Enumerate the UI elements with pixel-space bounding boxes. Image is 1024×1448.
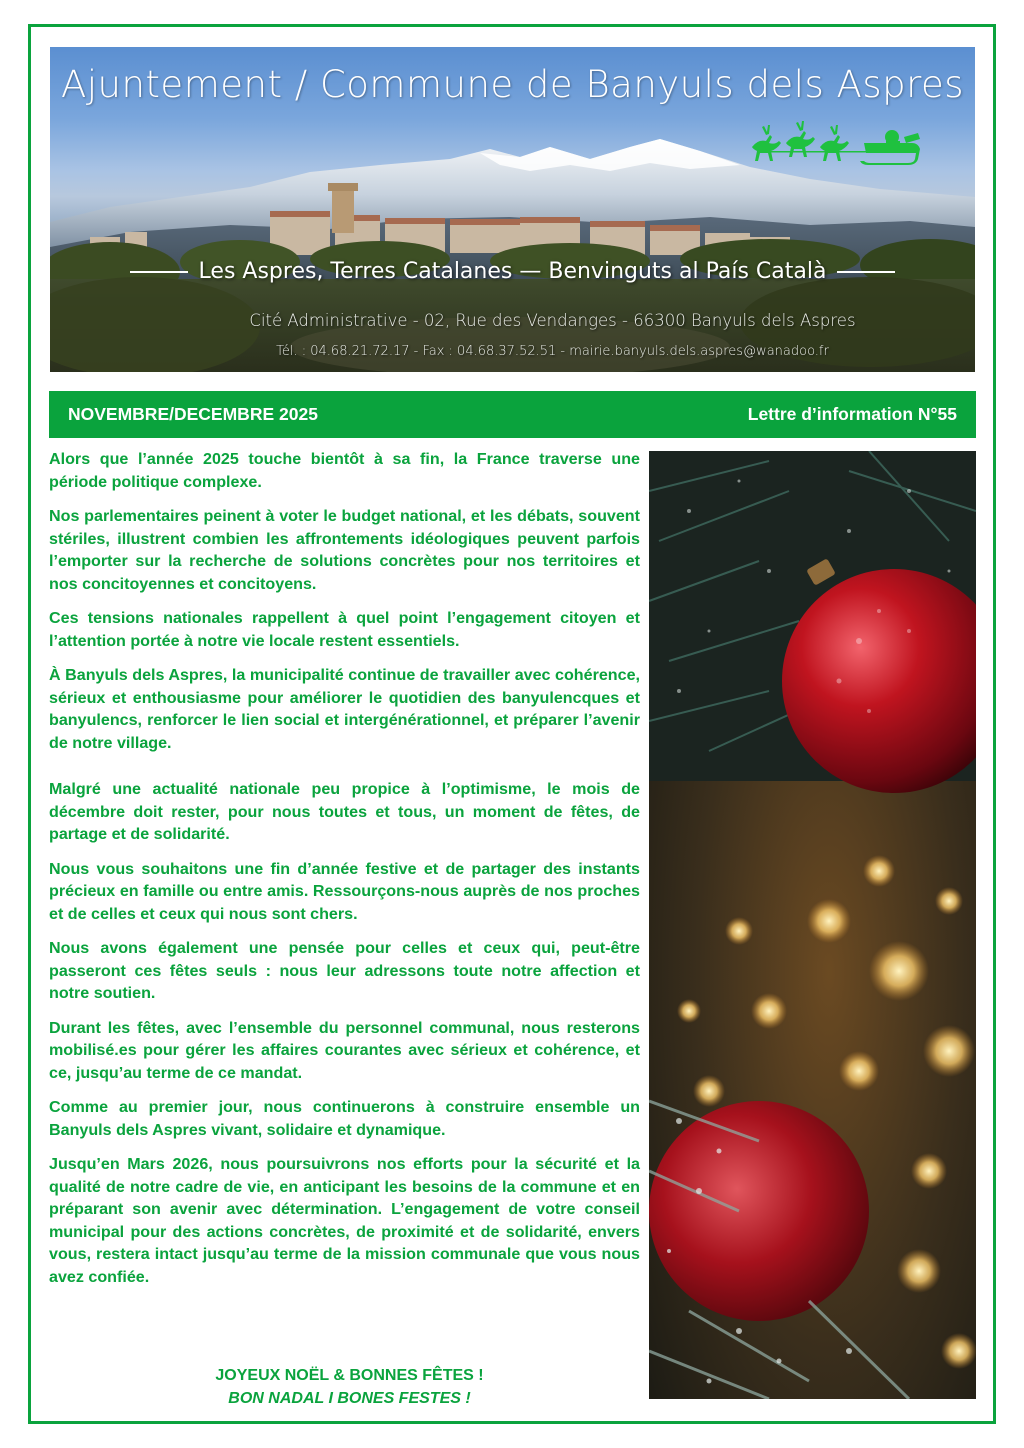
banner-tagline [50,259,975,284]
header-banner [50,47,975,372]
tagline-dash-right [837,271,895,273]
paragraph: Ces tensions nationales rappellent à quel point l’engagement citoyen et l’attention portée à notre vie locale restent essentiels. [49,609,640,650]
paragraph: Nous avons également une pensée pour celles et ceux qui, peut-être passeront ces fêtes seuls : nous leur adressons toute notre affection et notre soutien. [49,939,640,1002]
greeting-french: JOYEUX NOËL & BONNES FÊTES ! [215,1367,484,1384]
paragraph: Malgré une actualité nationale peu propice à l’optimisme, le mois de décembre doit rester, pour nous toutes et tous, un moment de fêtes, de partage et de solidarité. [49,780,640,843]
paragraph: Nous vous souhaitons une fin d’année festive et de partager des instants précieux en famille ou entre amis. Ressourçons-nous auprès de nos proches et de celles et ceux qui nous sont chers. [49,859,640,923]
issue-date: NOVEMBRE/DECEMBRE 2025 [68,404,318,424]
tagline-dash-left [130,271,188,273]
paragraph: Durant les fêtes, avec l’ensemble du personnel communal, nous resterons mobilisé.es pour gérer les affaires courantes avec sérieux et cohérence, et ce, jusqu’au terme de ce mandat. [49,1018,640,1082]
paragraph: À Banyuls dels Aspres, la municipalité continue de travailler avec cohérence, sérieux et enthousiasme pour améliorer le quotidien des banyulencques et banyulencs, renforcer le lien social et intergénérationnel, et préparer l’avenir de notre village. [49,666,640,752]
paragraph: Jusqu’en Mars 2026, nous poursuivrons nos efforts pour la sécurité et la qualité de notre cadre de vie, en anticipant les besoins de la commune et en préparant son avenir avec détermination. L’engagement de votre conseil municipal pour des actions concrètes, de proximité et de solidarité, envers vous, restera intact jusqu’au terme de la mission communale que vous nous avez confiée. [49,1155,640,1286]
banner-title: Ajuntement / Commune de Banyuls dels Aspres [60,63,965,106]
tagline-separator: — [519,259,542,284]
paragraph: Alors que l’année 2025 touche bientôt à sa fin, la France traverse une période politique complexe. [49,450,640,491]
issue-number: Lettre d’information N°55 [747,404,957,424]
reindeer-sleigh-icon [744,113,929,173]
editorial-text [49,448,640,1300]
christmas-bauble-image [649,451,976,1399]
christmas-ornaments-photo [649,451,976,1399]
paragraph: Comme au premier jour, nous continuerons à construire ensemble un Banyuls dels Aspres vivant, solidaire et dynamique. [49,1098,640,1139]
tagline-right: Benvinguts al País Català [548,259,827,284]
tagline-left: Les Aspres, Terres Catalanes [198,259,513,284]
paragraph: Nos parlementaires peinent à voter le budget national, et les débats, souvent stériles, illustrent combien les affrontements idéologiques peuvent parfois l’emporter sur la recherche de solutions concrètes pour nos territoires et nos concitoyennes et concitoyens. [49,507,640,593]
mairie-contact: Tél. : 04.68.21.72.17 - Fax : 04.68.37.52.51 - mairie.banyuls.dels.aspres@wanadoo.fr [276,344,829,359]
greeting-catalan: BON NADAL I BONES FESTES ! [228,1390,471,1407]
mairie-address: Cité Administrative - 02, Rue des Vendanges - 66300 Banyuls dels Aspres [249,311,856,330]
red-bauble-bottom [649,1101,869,1321]
newsletter-infobar [49,391,976,438]
season-greetings [49,1364,640,1410]
